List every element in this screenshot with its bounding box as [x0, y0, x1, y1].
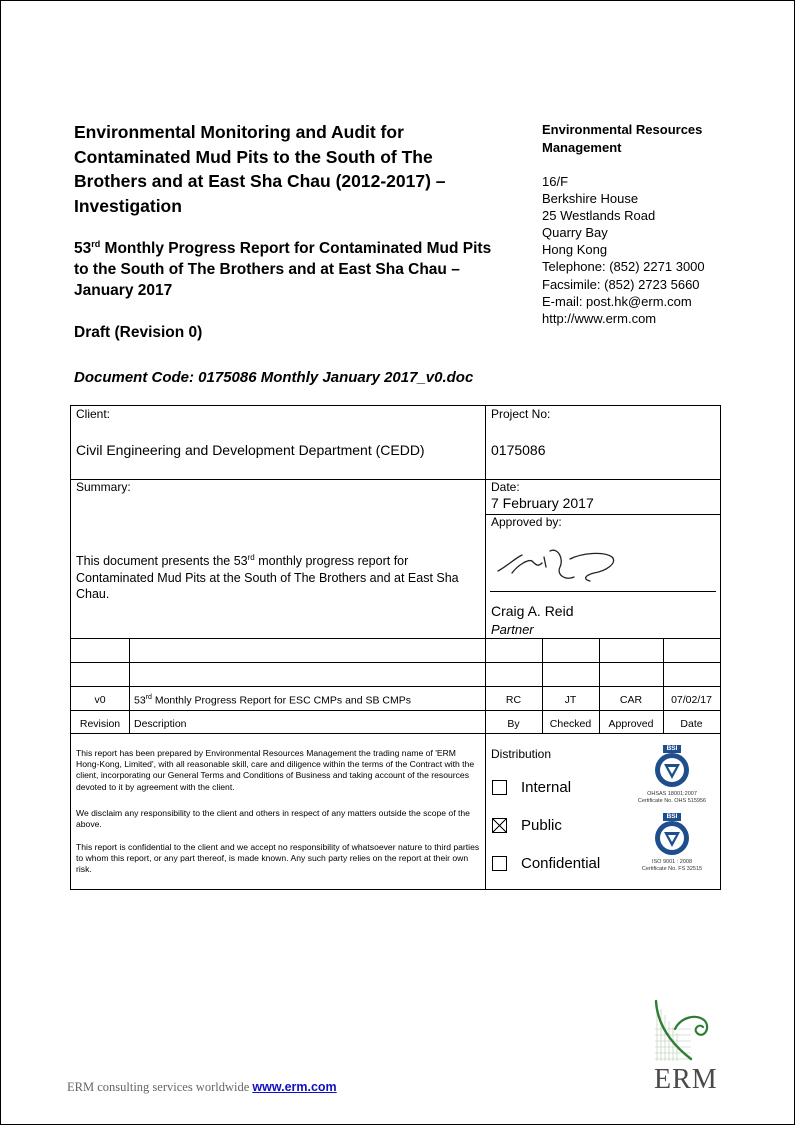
- revision-description-ordinal: rd: [145, 694, 152, 701]
- ohsas-cert-text: [632, 791, 712, 805]
- revision-checked: JT: [564, 694, 577, 706]
- legal-paragraph: We disclaim any responsibility to the client and others in respect of any matters outside the scope of the above.: [76, 808, 470, 830]
- date-header: Date: [680, 718, 703, 730]
- company-address: [542, 173, 705, 327]
- revision-description-text: Monthly Progress Report for ESC CMPs and SB CMPs: [151, 694, 412, 707]
- checked-header: Checked: [549, 718, 592, 730]
- summary-text-post: monthly progress report for Contaminated Mud Pits at the South of The Brothers and at East Sha Chau.: [76, 554, 459, 602]
- bsi-iso-badge: BSI: [666, 813, 678, 820]
- legal-paragraph: This report has been prepared by Environmental Resources Management the trading name of 'ERM Hong-Kong, Limited', with all reasonable skill, care and diligence within the terms of the Contract with the client, incorporating our General Terms and Conditions of Business and taking account of the resources devoted to it by agreement with the client.: [76, 748, 475, 792]
- footer-text: [67, 1080, 337, 1095]
- subtitle-text: Monthly Progress Report for Contaminated Mud Pits to the South of The Brothers and at East Sha Chau – January 2017: [74, 240, 492, 300]
- iso-cert-line1: ISO 9001 : 2008: [651, 859, 693, 865]
- revision-description: [134, 694, 411, 707]
- summary-text: [76, 550, 476, 603]
- subtitle-ordinal: rd: [91, 239, 101, 249]
- summary-label: Summary:: [76, 480, 131, 494]
- revision-header: Revision: [79, 718, 121, 730]
- ohsas-cert-line2: Certificate No. OHS 515956: [637, 798, 707, 804]
- description-header: Description: [134, 718, 187, 730]
- revision-date: 07/02/17: [671, 694, 712, 706]
- revision-value: v0: [94, 694, 106, 706]
- approved-header: Approved: [608, 718, 654, 730]
- footer-website-link[interactable]: www.erm.com: [252, 1080, 337, 1094]
- legal-paragraph: This report is confidential to the client and we accept no responsibility of whatsoever nature to third parties to whom this report, or any part thereof, is made known. Any such party relies on the report at their own risk.: [76, 842, 480, 875]
- revision-approved: CAR: [619, 694, 643, 706]
- subtitle-number: 53: [74, 240, 92, 258]
- company-name: Environmental Resources Management: [542, 122, 703, 155]
- address-line: Berkshire House: [542, 191, 639, 207]
- summary-ordinal: rd: [247, 553, 255, 562]
- confidential-label: Confidential: [521, 855, 601, 872]
- approver-name: Craig A. Reid: [491, 603, 574, 619]
- summary-text-pre: This document presents the 53: [76, 554, 248, 569]
- public-label: Public: [521, 817, 562, 834]
- footer-tagline: ERM consulting services worldwide: [67, 1080, 253, 1094]
- internal-checkbox[interactable]: [492, 780, 507, 795]
- document-code: Document Code: 0175086 Monthly January 2017_v0.doc: [74, 369, 474, 386]
- project-value: 0175086: [491, 442, 546, 458]
- confidential-checkbox[interactable]: [492, 856, 507, 871]
- project-label: Project No:: [491, 407, 551, 421]
- report-title: Environmental Monitoring and Audit for Contaminated Mud Pits to the South of The Brothers and at East Sha Chau (2012-2017) – Investigation: [74, 122, 446, 216]
- report-subtitle: [74, 234, 494, 301]
- address-line: Quarry Bay: [542, 225, 608, 241]
- public-checkbox[interactable]: [492, 818, 507, 833]
- date-value: 7 February 2017: [491, 495, 594, 511]
- address-line: 16/F: [542, 174, 569, 189]
- iso-cert-text: [632, 859, 712, 873]
- facsimile: Facsimile: (852) 2723 5660: [542, 276, 700, 292]
- internal-label: Internal: [521, 779, 572, 796]
- address-line: Hong Kong: [542, 242, 608, 258]
- approver-title: Partner: [491, 622, 534, 637]
- website: http://www.erm.com: [542, 310, 657, 326]
- by-header: By: [507, 718, 520, 730]
- draft-status: Draft (Revision 0): [74, 324, 203, 341]
- erm-logo-icon: [651, 999, 723, 1063]
- bsi-ohsas-badge: BSI: [666, 745, 678, 752]
- distribution-label: Distribution: [491, 747, 552, 761]
- revision-by: RC: [505, 694, 522, 706]
- iso-cert-line2: Certificate No. FS 32515: [641, 866, 703, 872]
- telephone: Telephone: (852) 2271 3000: [542, 259, 705, 275]
- approved-by-label: Approved by:: [491, 515, 562, 529]
- date-label: Date:: [491, 480, 520, 494]
- client-label: Client:: [76, 407, 111, 421]
- address-line: 25 Westlands Road: [542, 208, 656, 224]
- erm-logo-text: ERM: [654, 1064, 718, 1095]
- signature: [494, 537, 624, 589]
- email: E-mail: post.hk@erm.com: [542, 293, 692, 309]
- revision-description-number: 53: [134, 694, 146, 707]
- client-value: Civil Engineering and Development Department (CEDD): [76, 442, 425, 458]
- ohsas-cert-line1: OHSAS 18001:2007: [647, 791, 697, 797]
